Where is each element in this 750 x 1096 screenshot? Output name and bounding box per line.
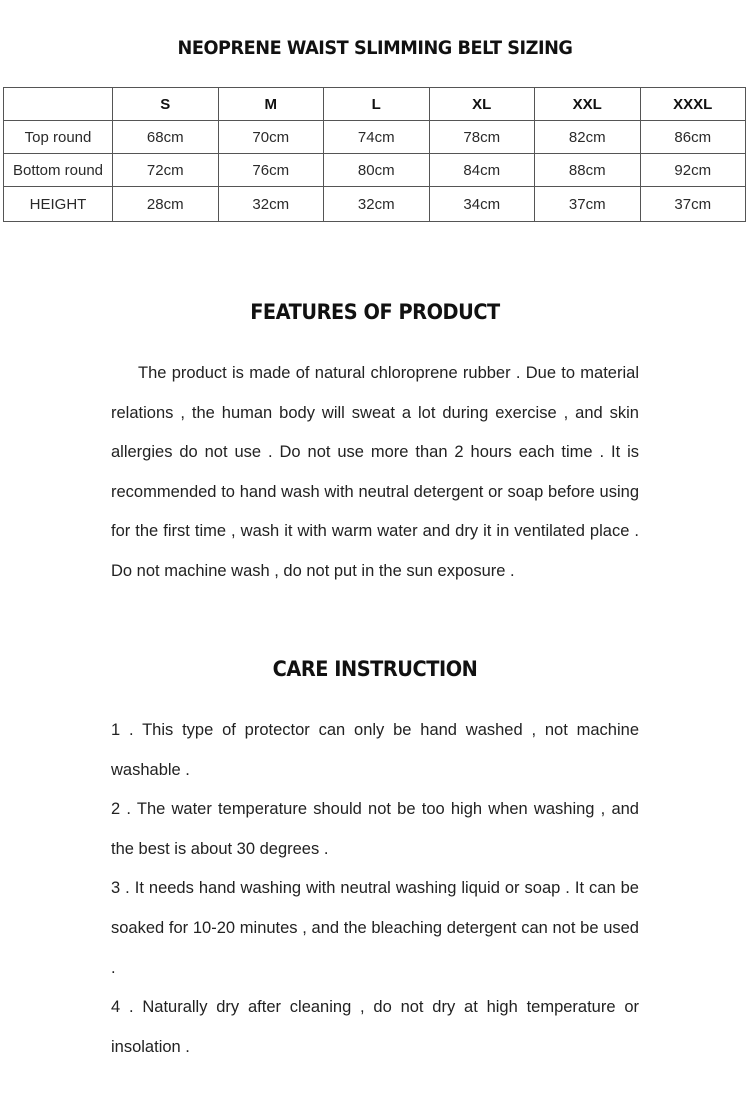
table-cell: 82cm: [535, 121, 641, 154]
header-cell-m: M: [218, 88, 324, 121]
table-cell: 32cm: [324, 187, 430, 222]
table-cell: 32cm: [218, 187, 324, 222]
care-instructions-list: [111, 711, 639, 1067]
table-cell: 88cm: [535, 154, 641, 187]
sizing-table: [3, 87, 746, 222]
care-item: 1 . This type of protector can only be hand washed , not machine washable .: [111, 721, 639, 779]
care-heading: CARE INSTRUCTION: [272, 657, 478, 681]
table-cell: 70cm: [218, 121, 324, 154]
table-cell: 37cm: [535, 187, 641, 222]
row-label: HEIGHT: [4, 187, 113, 222]
table-cell: 72cm: [113, 154, 219, 187]
table-cell: 76cm: [218, 154, 324, 187]
sizing-title: NEOPRENE WAIST SLIMMING BELT SIZING: [177, 37, 573, 59]
table-cell: 28cm: [113, 187, 219, 222]
row-label: Top round: [4, 121, 113, 154]
table-row-bottom-round: [4, 154, 746, 187]
header-cell-s: S: [113, 88, 219, 121]
table-cell: 34cm: [429, 187, 535, 222]
header-cell-xl: XL: [429, 88, 535, 121]
features-heading: FEATURES OF PRODUCT: [250, 300, 500, 324]
features-paragraph: The product is made of natural chloroprene rubber . Due to material relations , the human body will sweat a lot during exercise , and skin allergies do not use . Do not use more than 2 hours each time . It is recommended to hand wash with neutral detergent or soap before using for the first time , wash it with warm water and dry it in ventilated place . Do not machine wash , do not put in the sun exposure .: [111, 364, 639, 580]
table-cell: 37cm: [640, 187, 746, 222]
table-cell: 86cm: [640, 121, 746, 154]
table-header-row: [4, 88, 746, 121]
table-cell: 84cm: [429, 154, 535, 187]
care-item: 2 . The water temperature should not be too high when washing , and the best is about 30 degrees .: [111, 800, 639, 858]
row-label: Bottom round: [4, 154, 113, 187]
table-row-height: [4, 187, 746, 222]
table-cell: 74cm: [324, 121, 430, 154]
header-cell-l: L: [324, 88, 430, 121]
table-cell: 92cm: [640, 154, 746, 187]
table-cell: 78cm: [429, 121, 535, 154]
table-cell: 80cm: [324, 154, 430, 187]
table-cell: 68cm: [113, 121, 219, 154]
header-cell-xxxl: XXXL: [640, 88, 746, 121]
care-item: 3 . It needs hand washing with neutral washing liquid or soap . It can be soaked for 10-20 minutes , and the bleaching detergent can not be used .: [111, 879, 639, 977]
care-item: 4 . Naturally dry after cleaning , do not dry at high temperature or insolation .: [111, 998, 639, 1056]
header-cell-xxl: XXL: [535, 88, 641, 121]
table-row-top-round: [4, 121, 746, 154]
header-cell-blank: [4, 88, 113, 121]
